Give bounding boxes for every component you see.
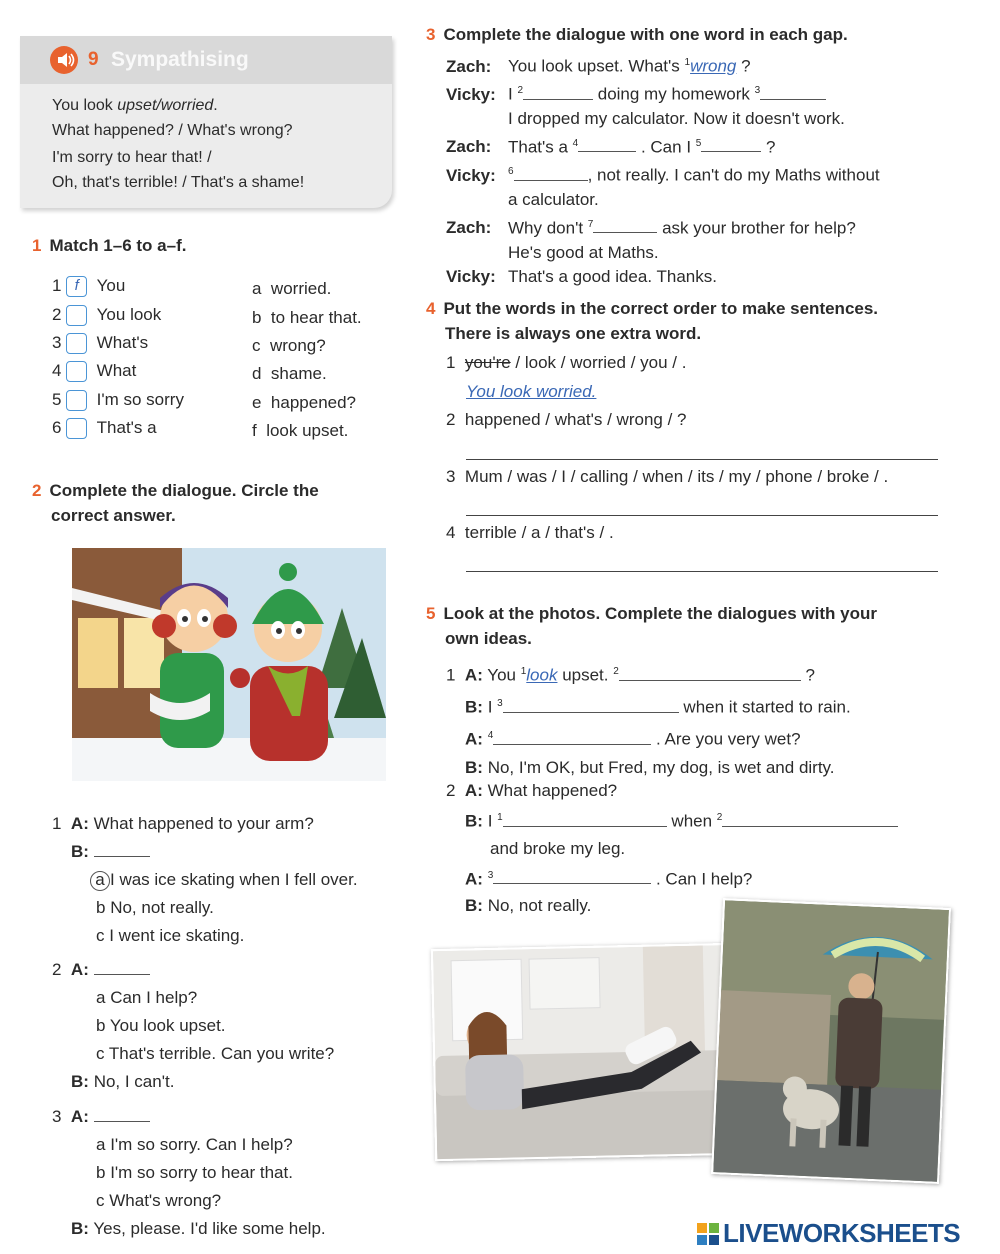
- answer-blank[interactable]: [514, 167, 588, 181]
- ex2-q1: [52, 810, 412, 950]
- liveworksheets-logo-icon: [697, 1223, 719, 1245]
- dialogue-line: B: I $^3$ when it started to rain.: [465, 697, 851, 717]
- answer-box[interactable]: f: [66, 276, 87, 297]
- ex4-item: 1 you're / look / worried / you / .: [446, 353, 687, 372]
- ex3-dialogue: [446, 51, 966, 290]
- ex4-item: 2 happened / what's / wrong / ?: [446, 410, 687, 429]
- dialogue-line: B:: [52, 838, 412, 866]
- option-c[interactable]: c What's wrong?: [96, 1191, 222, 1210]
- answer-blank[interactable]: [722, 813, 898, 827]
- ex5-dialogue-1: [446, 658, 966, 783]
- dialogue-line: 2 A: What happened?: [446, 781, 618, 800]
- ex5-dialogue-2: [446, 777, 966, 919]
- panel-lines: [52, 93, 304, 195]
- option-a[interactable]: a I was ice skating when I fell over.: [52, 866, 412, 894]
- answer-blank[interactable]: [593, 219, 657, 233]
- match-option: d shame.: [252, 364, 327, 383]
- match-option: f look upset.: [252, 421, 349, 440]
- photo-girl-on-sofa: [431, 943, 735, 1161]
- dialogue-line: B: No, not really.: [465, 896, 592, 916]
- answer-blank[interactable]: [94, 1108, 150, 1122]
- option-b[interactable]: b You look upset.: [96, 1016, 226, 1035]
- ex5-title: 5 Look at the photos. Complete the dialogues with your own ideas.: [426, 604, 877, 648]
- dialogue-line: 1 A: You $^1$look upset. $^2$ ?: [446, 665, 815, 685]
- dialogue-line: A: $^3$ . Can I help?: [465, 869, 753, 889]
- panel-header: [20, 36, 392, 84]
- answer-blank[interactable]: [523, 86, 593, 100]
- dialogue-line: B: I $^1$ when $^2$: [446, 804, 966, 835]
- option-a[interactable]: a Can I help?: [96, 988, 198, 1007]
- dialogue-line: Zach: That's a $^4$ . Can I $^5$ ?: [446, 137, 776, 157]
- answer-blank[interactable]: [503, 699, 679, 713]
- panel-line: You look upset/worried.: [52, 97, 218, 114]
- ice-skating-illustration: [72, 548, 386, 781]
- dialogue-line: I dropped my calculator. Now it doesn't work.: [508, 109, 845, 129]
- match-item: 4 What: [52, 361, 136, 382]
- match-item: 3 What's: [52, 333, 148, 354]
- match-item: 2 You look: [52, 305, 161, 326]
- option-c[interactable]: c I went ice skating.: [96, 926, 245, 945]
- ex1-title: 1 Match 1–6 to a–f.: [32, 236, 187, 255]
- match-item: 1 f You: [52, 276, 125, 297]
- answer-blank[interactable]: [503, 813, 667, 827]
- example-answer: You look worried.: [466, 382, 597, 401]
- answer-box[interactable]: [66, 333, 87, 354]
- brand-name: LIVEWORKSHEETS: [723, 1218, 961, 1248]
- answer-blank[interactable]: [760, 86, 826, 100]
- ex4-item: 4 terrible / a / that's / .: [446, 523, 614, 542]
- match-item: 6 That's a: [52, 418, 157, 439]
- ex3-title: 3 Complete the dialogue with one word in each gap.: [426, 25, 848, 44]
- dialogue-line: Vicky: That's a good idea. Thanks.: [446, 267, 717, 287]
- panel-line: I'm sorry to hear that! /: [52, 149, 212, 166]
- dialogue-line: He's good at Maths.: [508, 242, 659, 262]
- dialogue-line: B: No, I can't.: [71, 1072, 175, 1091]
- answer-blank[interactable]: [493, 870, 651, 884]
- answer-box[interactable]: [66, 390, 87, 411]
- dialogue-line: Zach: Why don't $^7$ ask your brother for help?: [446, 218, 856, 238]
- phrase-panel: [20, 36, 392, 208]
- ex4-item: 3 Mum / was / I / calling / when / its / my / phone / broke / .: [446, 467, 889, 486]
- match-option: c wrong?: [252, 336, 326, 355]
- option-b[interactable]: b I'm so sorry to hear that.: [96, 1163, 293, 1182]
- dialogue-line: B: Yes, please. I'd like some help.: [71, 1219, 326, 1238]
- speaker-icon[interactable]: [50, 46, 78, 74]
- dialogue-line: a calculator.: [508, 190, 599, 210]
- match-option: b to hear that.: [252, 308, 362, 327]
- answer-blank[interactable]: [94, 843, 150, 857]
- panel-line: What happened? / What's wrong?: [52, 122, 293, 139]
- footer-brand: [697, 1218, 960, 1249]
- panel-number: 9: [88, 49, 99, 70]
- dialogue-line: 1 A: What happened to your arm?: [52, 814, 314, 833]
- option-a[interactable]: a I'm so sorry. Can I help?: [96, 1135, 293, 1154]
- dialogue-line: B: No, I'm OK, but Fred, my dog, is wet and dirty.: [465, 758, 835, 778]
- dialogue-line: and broke my leg.: [490, 838, 626, 858]
- answer-line[interactable]: [466, 571, 938, 572]
- answer-blank[interactable]: [493, 731, 651, 745]
- dialogue-line: 3 A:: [52, 1103, 412, 1131]
- photo-woman-umbrella-dog: [711, 898, 951, 1184]
- answer-box[interactable]: [66, 361, 87, 382]
- panel-line: Oh, that's terrible! / That's a shame!: [52, 174, 305, 191]
- answer-line[interactable]: [466, 459, 938, 460]
- answer-blank[interactable]: [619, 667, 801, 681]
- option-b[interactable]: b No, not really.: [96, 898, 214, 917]
- answer-line[interactable]: [466, 515, 938, 516]
- ex2-title: 2 Complete the dialogue. Circle the correct answer.: [32, 481, 319, 525]
- ex2-q2: [52, 956, 412, 1096]
- answer-box[interactable]: [66, 418, 87, 439]
- answer-blank[interactable]: [701, 138, 761, 152]
- answer-blank[interactable]: [578, 138, 636, 152]
- dialogue-line: 2 A:: [52, 956, 412, 984]
- circled-answer: a: [90, 871, 110, 891]
- dialogue-line: A: $^4$ . Are you very wet?: [465, 729, 801, 749]
- answer-box[interactable]: [66, 305, 87, 326]
- match-option: a worried.: [252, 279, 332, 298]
- ex4-title: 4 Put the words in the correct order to make sentences. There is always one extra word.: [426, 299, 879, 343]
- match-item: 5 I'm so sorry: [52, 390, 184, 411]
- match-option: e happened?: [252, 393, 357, 412]
- answer-blank[interactable]: [94, 961, 150, 975]
- dialogue-line: Zach: You look upset. What's $^1$wrong ?: [446, 56, 751, 76]
- dialogue-line: Vicky: I $^2$ doing my homework $^3$: [446, 79, 966, 107]
- ex2-q3: [52, 1103, 412, 1243]
- option-c[interactable]: c That's terrible. Can you write?: [96, 1044, 335, 1063]
- dialogue-line: Vicky: $^6$ , not really. I can't do my Maths without: [446, 165, 880, 185]
- panel-title: Sympathising: [111, 48, 249, 71]
